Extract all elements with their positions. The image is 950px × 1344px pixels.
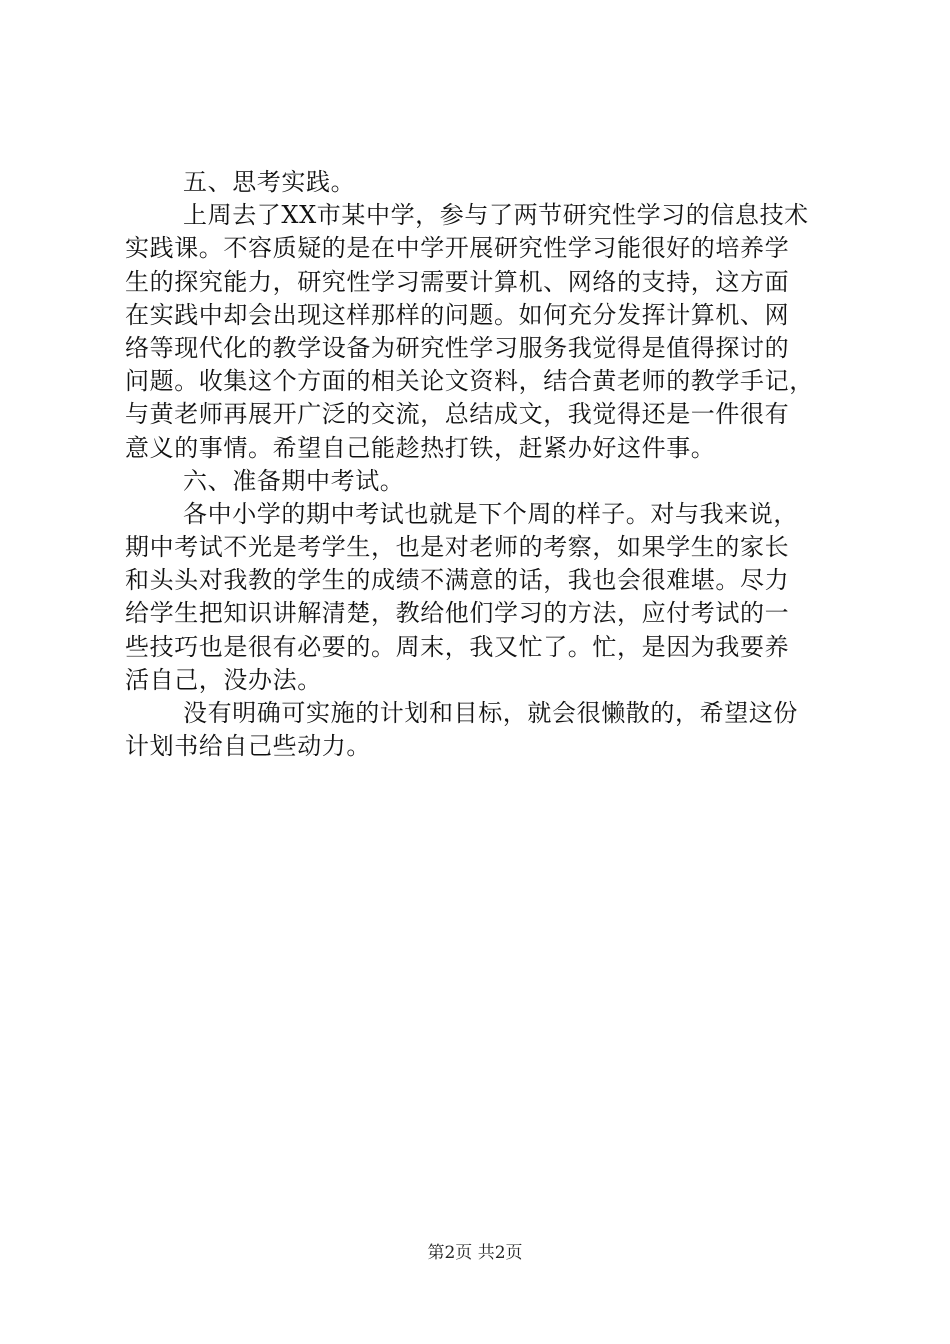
text-line: 各中小学的期中考试也就是下个周的样子。对与我来说， bbox=[183, 499, 798, 528]
text-line: 期中考试不光是考学生，也是对老师的考察，如果学生的家长 bbox=[125, 533, 790, 562]
text-line: 问题。收集这个方面的相关论文资料，结合黄老师的教学手记， bbox=[125, 367, 814, 396]
text-line: 生的探究能力，研究性学习需要计算机、网络的支持，这方面 bbox=[125, 267, 790, 296]
text-line: 没有明确可实施的计划和目标，就会很懒散的，希望这份 bbox=[183, 699, 798, 727]
text-line: 和头头对我教的学生的成绩不满意的话，我也会很难堪。尽力 bbox=[125, 566, 790, 595]
text-line: 五、思考实践。 bbox=[183, 168, 356, 196]
text-line: 些技巧也是很有必要的。周末，我又忙了。忙，是因为我要养 bbox=[125, 632, 790, 661]
text-line: 六、准备期中考试。 bbox=[183, 466, 405, 495]
text-line: 实践课。不容质疑的是在中学开展研究性学习能很好的培养学 bbox=[125, 234, 790, 263]
text-line: 意义的事情。希望自己能趁热打铁，赶紧办好这件事。 bbox=[125, 433, 716, 462]
text-line: 与黄老师再展开广泛的交流，总结成文，我觉得还是一件很有 bbox=[125, 400, 790, 429]
text-line: 活自己，没办法。 bbox=[125, 665, 322, 694]
text-line: 络等现代化的教学设备为研究性学习服务我觉得是值得探讨的 bbox=[125, 333, 790, 362]
page-footer: 第2页 共2页 bbox=[427, 1243, 523, 1263]
text-line: 在实践中却会出现这样那样的问题。如何充分发挥计算机、网 bbox=[125, 300, 790, 329]
text-line: 计划书给自己些动力。 bbox=[125, 732, 371, 761]
text-line: 给学生把知识讲解清楚，教给他们学习的方法，应付考试的一 bbox=[125, 599, 790, 628]
text-line: 上周去了XX市某中学，参与了两节研究性学习的信息技术 bbox=[183, 201, 809, 230]
document-body bbox=[125, 166, 845, 763]
